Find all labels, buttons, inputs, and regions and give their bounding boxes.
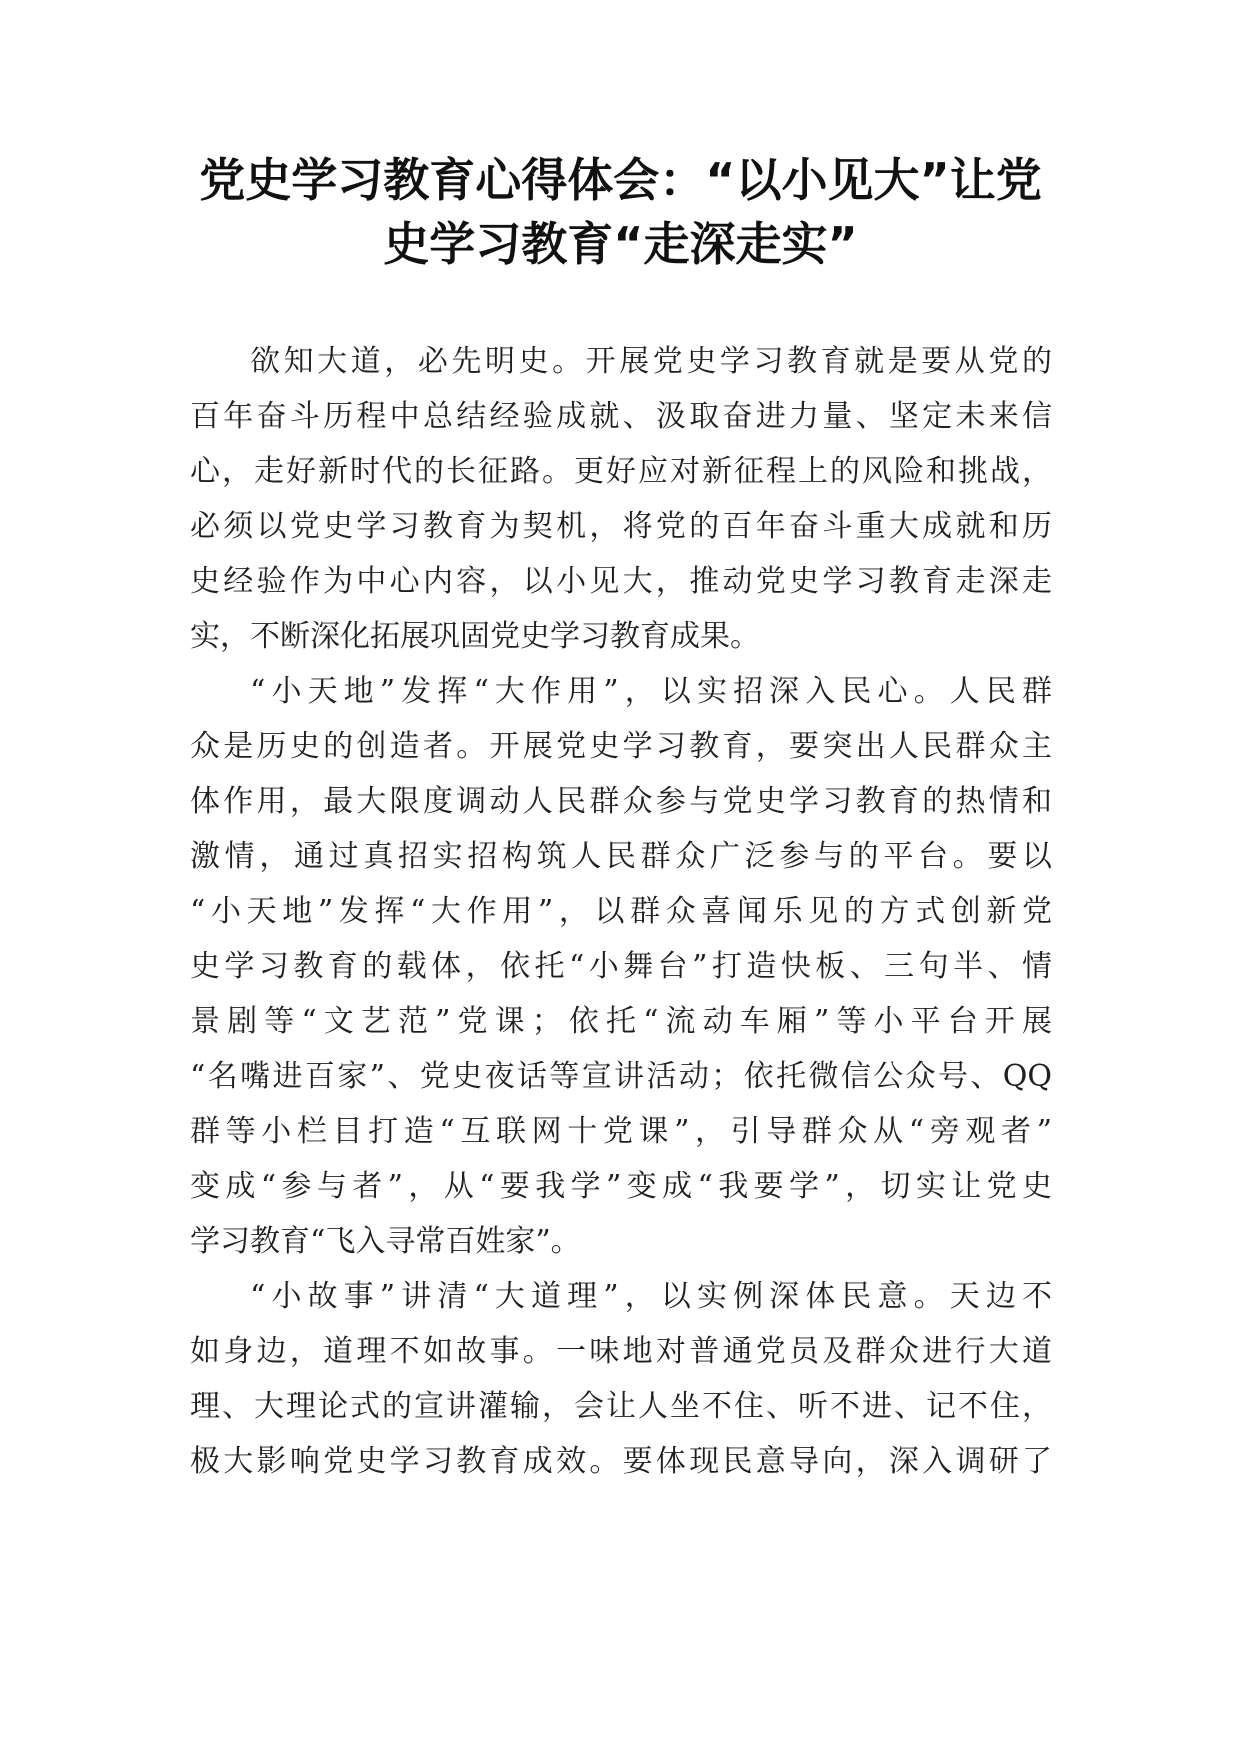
paragraph-1 — [190, 334, 1052, 664]
text-line: 理、大理论式的宣讲灌输，会让人坐不住、听不进、记不住， — [190, 1389, 1052, 1424]
text-line: 变成“参与者”，从“要我学”变成“我要学”，切实让党史 — [190, 1169, 1052, 1204]
paragraph-2 — [190, 664, 1052, 1269]
text-line: “名嘴进百家”、党史夜话等宣讲活动；依托微信公众号、QQ — [190, 1059, 1052, 1094]
document-title — [150, 148, 1091, 276]
text-line: 群等小栏目打造“互联网十党课”，引导群众从“旁观者” — [190, 1114, 1052, 1149]
title-line-1: 党史学习教育心得体会：“以小见大”让党 — [199, 153, 1042, 207]
document-body — [190, 334, 1052, 1489]
text-line: 体作用，最大限度调动人民群众参与党史学习教育的热情和 — [190, 784, 1052, 819]
text-line: 学习教育“飞入寻常百姓家”。 — [190, 1224, 581, 1259]
text-line: 史经验作为中心内容，以小见大，推动党史学习教育走深走 — [190, 564, 1052, 599]
text-line: “小天地”发挥“大作用”，以群众喜闻乐见的方式创新党 — [190, 894, 1052, 929]
text-line: 心，走好新时代的长征路。更好应对新征程上的风险和挑战， — [190, 454, 1052, 489]
text-line: 激情，通过真招实招构筑人民群众广泛参与的平台。要以 — [190, 839, 1052, 874]
title-line-2: 史学习教育“走深走实” — [383, 217, 858, 271]
paragraph-3 — [190, 1269, 1052, 1489]
text-line: 欲知大道，必先明史。开展党史学习教育就是要从党的 — [250, 344, 1052, 379]
text-line: 如身边，道理不如故事。一味地对普通党员及群众进行大道 — [190, 1334, 1052, 1369]
text-line: 景剧等“文艺范”党课；依托“流动车厢”等小平台开展 — [190, 1004, 1052, 1039]
text-line: 史学习教育的载体，依托“小舞台”打造快板、三句半、情 — [190, 949, 1052, 984]
text-line: 百年奋斗历程中总结经验成就、汲取奋进力量、坚定未来信 — [190, 399, 1052, 434]
text-line: 实，不断深化拓展巩固党史学习教育成果。 — [190, 619, 760, 654]
text-line: “小故事”讲清“大道理”，以实例深体民意。天边不 — [250, 1279, 1052, 1314]
text-line: 极大影响党史学习教育成效。要体现民意导向，深入调研了 — [190, 1444, 1052, 1479]
text-line: 必须以党史学习教育为契机，将党的百年奋斗重大成就和历 — [190, 509, 1052, 544]
text-line: “小天地”发挥“大作用”，以实招深入民心。人民群 — [250, 674, 1052, 709]
text-line: 众是历史的创造者。开展党史学习教育，要突出人民群众主 — [190, 729, 1052, 764]
